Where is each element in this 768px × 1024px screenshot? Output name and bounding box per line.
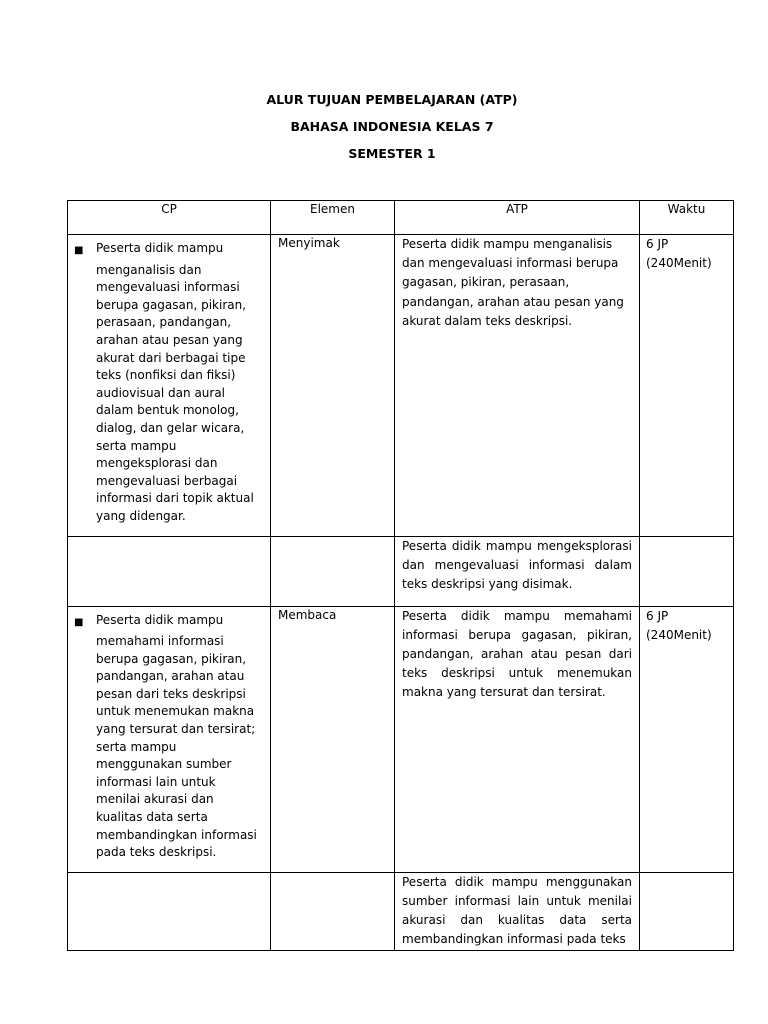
- bullet-square-icon: ■: [74, 245, 84, 256]
- waktu-cell: [640, 536, 734, 606]
- elemen-cell: [271, 606, 395, 872]
- atp-cell: [395, 235, 640, 537]
- elemen-text: Membaca: [278, 607, 337, 622]
- waktu-jp: 6 JP: [646, 608, 669, 623]
- document-title: [0, 86, 768, 167]
- table-row: [68, 606, 734, 872]
- table-row: [68, 872, 734, 950]
- title-line-2: BAHASA INDONESIA KELAS 7: [290, 119, 494, 134]
- atp-text: Peserta didik mampu memahami informasi berupa gagasan, pikiran, pandangan, arahan atau pesan dari teks deskripsi untuk menemukan makna yang tersurat dan tersirat.: [402, 608, 632, 700]
- atp-text: Peserta didik mampu menganalisis dan mengevaluasi informasi berupa gagasan, pikiran, perasaan, pandangan, arahan atau pesan yang akurat dalam teks deskripsi.: [402, 237, 624, 328]
- atp-cell: [395, 536, 640, 606]
- waktu-cell: [640, 872, 734, 950]
- elemen-cell: [271, 235, 395, 537]
- header-elemen: Elemen: [271, 201, 395, 235]
- waktu-cell: [640, 606, 734, 872]
- header-waktu: Waktu: [640, 201, 734, 235]
- table-row: [68, 536, 734, 606]
- table-header-row: [68, 201, 734, 235]
- header-atp: ATP: [395, 201, 640, 235]
- cp-text-first: Peserta didik mampu: [96, 612, 224, 627]
- cp-cell: [68, 235, 271, 537]
- elemen-cell: [271, 872, 395, 950]
- atp-cell: [395, 872, 640, 950]
- cp-cell: [68, 872, 271, 950]
- table-row: [68, 235, 734, 537]
- waktu-menit: (240Menit): [646, 256, 712, 270]
- header-cp: CP: [68, 201, 271, 235]
- cp-cell: [68, 536, 271, 606]
- elemen-cell: [271, 536, 395, 606]
- atp-text: Peserta didik mampu menggunakan sumber informasi lain untuk menilai akurasi dan kualitas data serta membandingkan informasi pada teks: [402, 874, 632, 947]
- atp-cell: [395, 606, 640, 872]
- waktu-menit: (240Menit): [646, 627, 712, 642]
- cp-text: menganalisis dan mengevaluasi informasi berupa gagasan, pikiran, perasaan, pandangan, arahan atau pesan yang akurat dari berbagai tipe teks (nonfiksi dan fiksi) audiovisual dan aural dalam bentuk monolog, dialog, dan gelar wicara, serta mampu mengeksplorasi dan mengevaluasi berbagai informasi dari topik aktual yang didengar.: [96, 262, 254, 523]
- elemen-text: Menyimak: [278, 236, 340, 250]
- atp-text: Peserta didik mampu mengeksplorasi dan mengevaluasi informasi dalam teks deskripsi yang disimak.: [402, 538, 632, 591]
- cp-cell: [68, 606, 271, 872]
- bullet-square-icon: ■: [74, 616, 84, 628]
- title-line-3: SEMESTER 1: [348, 146, 436, 161]
- title-line-1: ALUR TUJUAN PEMBELAJARAN (ATP): [266, 92, 518, 107]
- atp-table: [67, 200, 734, 951]
- waktu-cell: [640, 235, 734, 537]
- waktu-jp: 6 JP: [646, 237, 669, 251]
- cp-text-first: Peserta didik mampu: [96, 241, 224, 255]
- cp-text: memahami informasi berupa gagasan, pikiran, pandangan, arahan atau pesan dari teks deskripsi untuk menemukan makna yang tersurat dan tersirat; serta mampu menggunakan sumber informasi lain untuk menilai akurasi dan kualitas data serta membandingkan informasi pada teks deskripsi.: [96, 634, 257, 860]
